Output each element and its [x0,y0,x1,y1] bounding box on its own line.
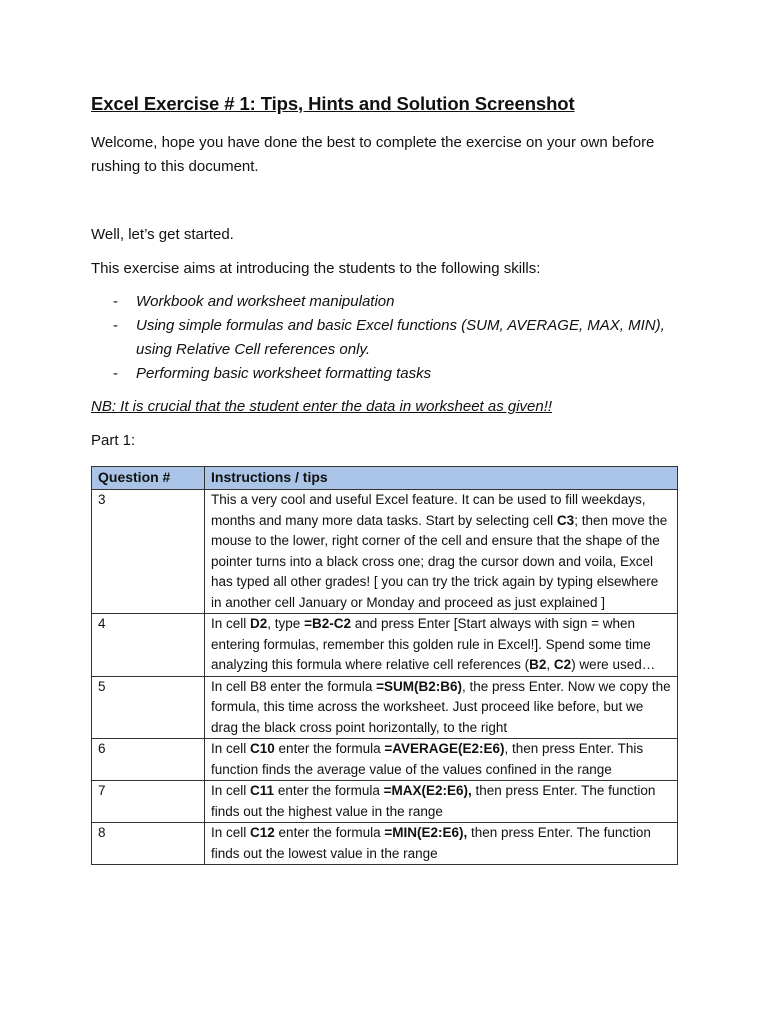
bold-text: =AVERAGE(E2:E6) [384,741,505,756]
aims-paragraph: This exercise aims at introducing the students to the following skills: [91,260,541,277]
instructions-cell [205,490,678,614]
table-header-row [92,467,678,490]
instructions-cell [205,614,678,677]
table-row [92,676,678,739]
bullet-dash: - [113,293,118,310]
list-item [91,290,671,314]
table-row [92,739,678,781]
instruction-text: then press Enter. The function finds out the highest value in the range [211,783,656,819]
bold-text: C12 [250,825,275,840]
instruction-text: In cell B8 enter the formula [211,678,377,694]
table-row [92,614,678,677]
intro-paragraph: Well, let’s get started. [91,226,234,243]
instruction-text: In cell [211,616,251,631]
question-number-cell: 6 [92,739,205,781]
nb-note: NB: It is crucial that the student enter the data in worksheet as given!! [91,398,553,415]
instruction-text: , then press Enter. This function finds the average value of the values confined in the range [211,741,644,777]
bold-text: =MIN(E2:E6), [384,825,468,840]
bold-text: =MAX(E2:E6), [383,783,472,798]
document-title: Excel Exercise # 1: Tips, Hints and Solution Screenshot [91,93,575,114]
skill-text: Using simple formulas and basic Excel functions (SUM, AVERAGE, MAX, MIN), using Relative Cell references only. [136,317,665,358]
skill-text: Workbook and worksheet manipulation [136,293,395,310]
bold-text: =SUM(B2:B6) [376,678,462,694]
instructions-cell [205,781,678,823]
instruction-text: In cell [211,741,251,756]
skills-list [91,290,671,386]
instruction-text: enter the formula [274,825,385,840]
instruction-text: , the press Enter. Now we copy the formula, this time across the worksheet. Just proceed like before, but we drag the black cross point horizontally, to the right [211,678,671,735]
instruction-text: enter the formula [274,783,384,798]
instruction-text: In cell [211,825,251,840]
instruction-text: , [546,657,554,672]
instruction-text: enter the formula [274,741,385,756]
bold-text: B2 [529,657,547,672]
instructions-cell [205,739,678,781]
bold-text: C10 [250,741,275,756]
instructions-cell [205,823,678,865]
skill-text: Performing basic worksheet formatting tasks [136,365,432,382]
bold-text: C11 [250,783,275,798]
table-row [92,490,678,614]
list-item [91,314,671,362]
bullet-dash: - [113,317,118,334]
instruction-text: , type [267,616,305,631]
bold-text: D2 [250,616,268,631]
question-number-cell: 4 [92,614,205,677]
question-number-cell: 7 [92,781,205,823]
instructions-cell [205,676,678,739]
question-number-cell: 3 [92,490,205,614]
column-header-instructions: Instructions / tips [205,467,678,490]
table-row [92,781,678,823]
bold-text: C3 [556,512,575,528]
table-body [92,490,678,865]
instruction-text: then press Enter. The function finds out the lowest value in the range [211,825,651,861]
instruction-text: ) were used… [571,657,656,672]
question-number-cell: 8 [92,823,205,865]
table-row [92,823,678,865]
instructions-table [91,466,678,865]
bold-text: =B2-C2 [304,616,351,631]
instruction-text: ; then move the mouse to the lower, right corner of the cell and ensure that the shape of the pointer turns into a black cross one; drag the cursor down and voila, Excel has typed all other grades! [ you can try the trick again by typing elsewhere in another cell January or Monday and proceed as just explained ] [211,512,668,610]
question-number-cell: 5 [92,676,205,739]
part-heading: Part 1: [91,432,136,449]
instruction-text: In cell [211,783,251,798]
bullet-dash: - [113,365,118,382]
bold-text: C2 [553,657,572,672]
instruction-text: and press Enter [Start always with sign = when entering formulas, remember this golden rule in Excel!]. Spend some time analyzing this formula where relative cell references ( [211,616,651,672]
list-item [91,362,671,386]
instruction-text: This a very cool and useful Excel feature. It can be used to fill weekdays, months and many more data tasks. Start by selecting cell [211,492,646,528]
welcome-paragraph: Welcome, hope you have done the best to complete the exercise on your own before rushing to this document. [91,134,655,175]
column-header-question: Question # [92,467,205,490]
